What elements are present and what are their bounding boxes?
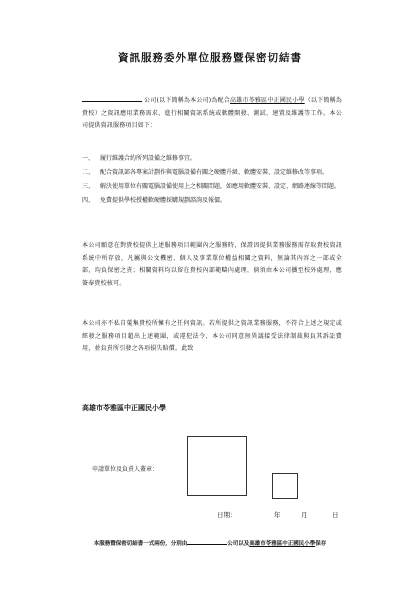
intro-rest: （以下簡稱為貴校）之資訊應用業務需求，進行相關資訊系統或軟體開發、測試、建置及維護等工作。本公司提供資訊服務項目如下： <box>82 97 342 129</box>
date-month: 月 <box>301 511 308 519</box>
item-text: 免費提供學校授權軟硬體採購規劃諮詢及報價。 <box>100 197 227 204</box>
date-year: 年 <box>274 511 281 519</box>
date-label: 日期： <box>217 511 237 519</box>
footer-part1: 本服務暨保密切結書一式兩份，分別由 <box>93 541 188 547</box>
list-item <box>82 181 352 192</box>
item-number: 三、 <box>82 183 95 190</box>
item-text: 配合資訊部各專案計劃作與電腦設備有關之硬體升級、軟體安裝、設定維修改等事項。 <box>100 169 329 176</box>
addressee-school: 高雄市苓雅區中正國民小學 <box>82 403 166 412</box>
company-seal-box[interactable] <box>187 436 247 496</box>
liability-paragraph: 本公司亦不私自蒐集貴校所擁有之任何資訊。若所提供之資訊業務服務，不符合上述之規定或經發之服務項目超出上述範圍，或違犯法令，本公司同意無異議接受法律制裁與負其訴訟費用，並負責所引發之各項損失賠償。此致 <box>82 320 342 352</box>
list-item <box>82 153 352 164</box>
company-name-blank[interactable] <box>82 94 142 102</box>
list-item <box>82 167 352 178</box>
item-number: 四、 <box>82 197 95 204</box>
footer-part2: 公司以及 <box>227 541 250 547</box>
intro-school: 高雄市苓雅區中正國民小學 <box>230 97 305 104</box>
item-number: 一、 <box>82 155 95 162</box>
signature-label: 申請單位及負責人蓋章： <box>92 466 159 473</box>
footer-part4: 保存 <box>315 541 327 547</box>
item-text: 解決使用單位有關電腦設備使用上之相關問題，如應用軟體安裝、設定、網路連線等問題。 <box>100 183 341 190</box>
item-text: 履行維護合約所列設備之維修事宜。 <box>100 155 197 162</box>
item-number: 二、 <box>82 169 95 176</box>
intro-company: 公司(以下簡稱為本公司)為配合 <box>144 97 231 104</box>
representative-seal-box[interactable] <box>272 473 298 499</box>
date-day: 日 <box>332 511 339 519</box>
footer-company-blank[interactable] <box>187 538 227 545</box>
confidentiality-paragraph: 本公司願意在對貴校提供上述服務項目範圍內之服務時，保證因提供業務服務需存取貴校資訊系統中所存放，凡屬與公文機密、個人及事業單位權益相關之資料，無論其內容之一部或全部，均負保密之責；相關資料均以留在貴校內部範疇內處理，倘須由本公司攜至校外處理，應簽奉貴校核可。 <box>82 242 342 287</box>
document-title: 資訊服務委外單位服務暨保密切結書 <box>118 52 302 64</box>
list-item <box>82 195 352 206</box>
intro-paragraph <box>82 94 342 133</box>
footer-note <box>0 538 420 547</box>
footer-part3: 高雄市苓雅區中正國民小學 <box>249 541 316 547</box>
service-item-list <box>82 153 352 209</box>
